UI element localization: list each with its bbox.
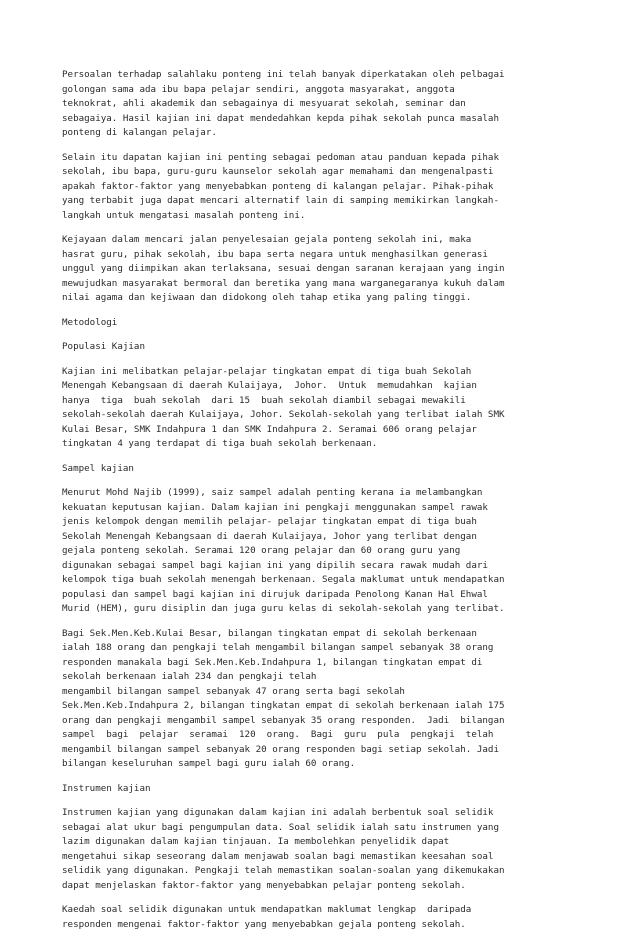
text-line: langkah untuk mengatasi masalah ponteng ini.: [62, 209, 306, 221]
text-line: nilai agama dan kejiwaan dan didokong oleh tahap etika yang paling tinggi.: [62, 292, 472, 303]
text-line: kekuatan keputusan kajian. Dalam kajian ini pengkaji menggunakan sampel rawak: [62, 501, 488, 513]
text-line: bilangan keseluruhan sampel bagi guru ialah 60 orang.: [62, 758, 356, 769]
text-line: teknokrat, ahli akademik dan sebagainya di mesyuarat sekolah, seminar dan: [62, 98, 466, 109]
text-line: golongan sama ada ibu bapa pelajar sendiri, anggota masyarakat, anggota: [62, 83, 455, 95]
body-paragraph: [62, 903, 582, 932]
text-line: kelompok tiga buah sekolah menengah berkenaan. Segala maklumat untuk mendapatkan: [62, 574, 505, 585]
text-line: ponteng di kalangan pelajar.: [62, 127, 217, 138]
text-line: Instrumen kajian: [62, 782, 151, 794]
text-line: Metodologi: [62, 316, 118, 328]
text-line: Murid (HEM), guru disiplin dan juga guru kelas di sekolah-sekolah yang terlibat.: [62, 603, 505, 614]
section-heading: [62, 340, 582, 355]
text-line: lazim digunakan dalam kajian tinjauan. Ia membolehkan penyelidik dapat: [62, 836, 450, 847]
text-line: sekolah, ibu bapa, guru-guru kaunselor sekolah agar memahami dan mengenalpasti: [62, 166, 494, 177]
text-line: selidik yang digunakan. Pengkaji telah memastikan soalan-soalan yang dikemukakan: [62, 865, 505, 876]
text-line: gejala ponteng sekolah. Seramai 120 orang pelajar dan 60 orang guru yang: [62, 545, 461, 556]
text-line: dapat menjelaskan faktor-faktor yang menyebabkan pelajar ponteng sekolah.: [62, 879, 466, 891]
text-line: Bagi Sek.Men.Keb.Kulai Besar, bilangan tingkatan empat di sekolah berkenaan: [62, 627, 477, 639]
text-line: mengambil bilangan sampel sebanyak 20 orang responden bagi setiap sekolah. Jadi: [62, 743, 499, 755]
text-line: mengetahui sikap seseorang dalam menjawab soalan bagi memastikan keesahan soal: [62, 850, 494, 862]
text-line: orang dan pengkaji mengambil sampel sebanyak 35 orang responden. Jadi bilangan: [62, 714, 505, 726]
text-line: Selain itu dapatan kajian ini penting sebagai pedoman atau panduan kepada pihak: [62, 151, 499, 163]
text-line: responden manakala bagi Sek.Men.Keb.Indahpura 1, bilangan tingkatan empat di: [62, 656, 483, 668]
text-line: Populasi Kajian: [62, 341, 145, 352]
text-line: Kajian ini melibatkan pelajar-pelajar tingkatan empat di tiga buah Sekolah: [62, 365, 472, 377]
text-line: mewujudkan masyarakat bermoral dan beretika yang mana warganegaranya kukuh dalam: [62, 277, 505, 289]
section-heading: [62, 462, 582, 477]
body-paragraph: [62, 627, 582, 772]
body-paragraph: [62, 486, 582, 617]
text-line: Menengah Kebangsaan di daerah Kulaijaya, Johor. Untuk memudahkan kajian: [62, 380, 477, 391]
text-line: Kejayaan dalam mencari jalan penyelesaian gejala ponteng sekolah ini, maka: [62, 234, 472, 245]
text-line: sampel bagi pelajar seramai 120 orang. Bagi guru pula pengkaji telah: [62, 729, 494, 740]
document-page: [62, 68, 582, 942]
text-line: sebagaiya. Hasil kajian ini dapat mendedahkan kepda pihak sekolah punca masalah: [62, 112, 499, 124]
text-line: jenis kelompok dengan memilih pelajar- pelajar tingkatan empat di tiga buah: [62, 516, 477, 527]
text-line: sekolah berkenaan ialah 234 dan pengkaji telah: [62, 671, 317, 682]
text-line: Persoalan terhadap salahlaku ponteng ini telah banyak diperkatakan oleh pelbagai: [62, 69, 505, 80]
body-paragraph: [62, 68, 582, 141]
body-paragraph: [62, 151, 582, 224]
text-line: digunakan sebagai sampel bagi kajian ini yang dipilih secara rawak mudah dari: [62, 559, 488, 571]
text-line: unggul yang diimpikan akan terlaksana, sesuai dengan saranan kerajaan yang ingin: [62, 263, 505, 274]
text-line: Kaedah soal selidik digunakan untuk mendapatkan maklumat lengkap daripada: [62, 904, 472, 915]
text-line: sebagai alat ukur bagi pengumpulan data. Soal selidik ialah satu instrumen yang: [62, 821, 499, 833]
body-paragraph: [62, 365, 582, 452]
text-line: apakah faktor-faktor yang menyebabkan ponteng di kalangan pelajar. Pihak-pihak: [62, 180, 494, 192]
text-line: yang terbabit juga dapat mencari alternatif lain di samping memikirkan langkah-: [62, 195, 499, 206]
text-line: populasi dan sampel bagi kajian ini dirujuk daripada Penolong Kanan Hal Ehwal: [62, 588, 488, 600]
text-line: Kulai Besar, SMK Indahpura 1 dan SMK Indahpura 2. Seramai 606 orang pelajar: [62, 423, 477, 435]
text-line: Menurut Mohd Najib (1999), saiz sampel adalah penting kerana ia melambangkan: [62, 487, 483, 498]
text-line: mengambil bilangan sampel sebanyak 47 orang serta bagi sekolah: [62, 685, 405, 697]
text-line: hasrat guru, pihak sekolah, ibu bapa serta negara untuk menghasilkan generasi: [62, 248, 488, 260]
body-paragraph: [62, 806, 582, 893]
text-line: Instrumen kajian yang digunakan dalam kajian ini adalah berbentuk soal selidik: [62, 807, 494, 818]
text-line: ialah 188 orang dan pengkaji telah mengambil bilangan sampel sebanyak 38 orang: [62, 642, 494, 653]
text-line: responden mengenai faktor-faktor yang menyebabkan gejala ponteng sekolah.: [62, 918, 466, 930]
text-line: Sek.Men.Keb.Indahpura 2, bilangan tingkatan empat di sekolah berkenaan ialah 175: [62, 700, 505, 711]
section-heading: [62, 782, 582, 797]
text-line: Sekolah Menengah Kebangsaan di daerah Kulaijaya, Johor yang terlibat dengan: [62, 530, 477, 542]
text-line: sekolah-sekolah daerah Kulaijaya, Johor. Sekolah-sekolah yang terlibat ialah SMK: [62, 409, 505, 420]
body-paragraph: [62, 233, 582, 306]
text-line: hanya tiga buah sekolah dari 15 buah sekolah diambil sebagai mewakili: [62, 394, 466, 406]
section-heading: [62, 316, 582, 331]
text-line: Sampel kajian: [62, 462, 134, 474]
text-line: tingkatan 4 yang terdapat di tiga buah sekolah berkenaan.: [62, 438, 378, 449]
